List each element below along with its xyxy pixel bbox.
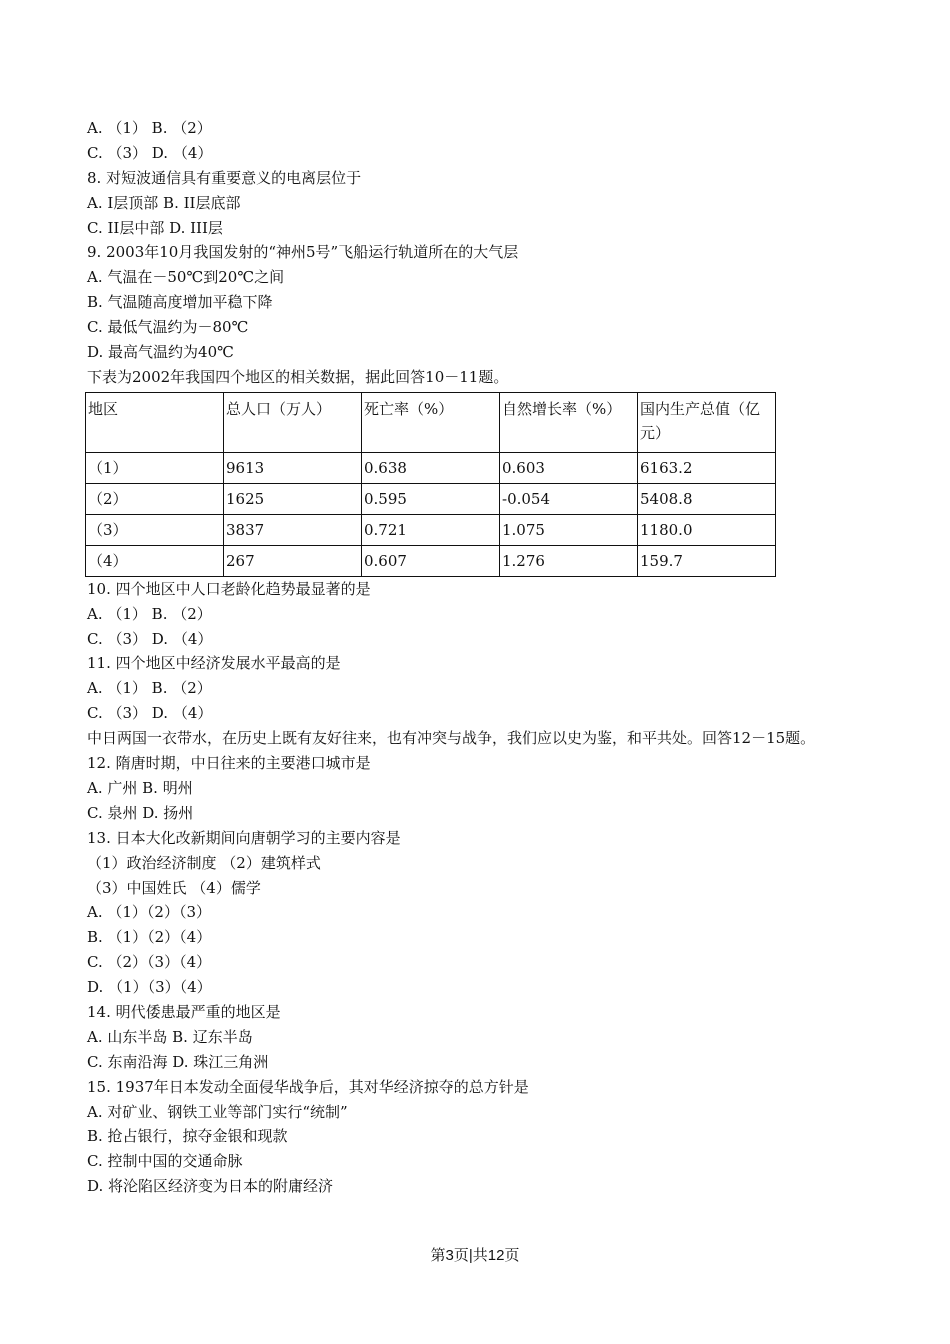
option-line: A. （1） B. （2）	[87, 679, 212, 698]
table-cell: 1.075	[500, 514, 638, 545]
table-cell: 0.721	[362, 514, 500, 545]
table-row	[86, 483, 776, 514]
option-line: C. （2）（3）（4）	[87, 953, 212, 972]
question-8: 8. 对短波通信具有重要意义的电离层位于	[87, 168, 362, 187]
question-15: 15. 1937年日本发动全面侵华战争后，其对华经济掠夺的总方针是	[87, 1077, 529, 1096]
table-row	[86, 514, 776, 545]
question-9: 9. 2003年10月我国发射的“神州5号”飞船运行轨道所在的大气层	[87, 243, 519, 262]
option-line: C. 控制中国的交通命脉	[87, 1152, 243, 1171]
page-footer: 第3页|共12页	[430, 1247, 520, 1264]
table-row	[86, 545, 776, 576]
table-cell: 5408.8	[638, 483, 776, 514]
option-line: C. （3） D. （4）	[87, 143, 213, 162]
option-line: A. I层顶部 B. II层底部	[87, 193, 241, 212]
table-header-cell: 死亡率（%）	[362, 392, 500, 452]
table-cell: 0.603	[500, 452, 638, 483]
table-header-cell: 地区	[86, 392, 224, 452]
table-intro: 下表为2002年我国四个地区的相关数据，据此回答10－11题。	[87, 367, 509, 386]
table-header-cell: 国内生产总值（亿元）	[638, 392, 776, 452]
option-line: B. 抢占银行，掠夺金银和现款	[87, 1127, 288, 1146]
table-cell: 6163.2	[638, 452, 776, 483]
table-cell: （4）	[86, 545, 224, 576]
option-line: A. 对矿业、钢铁工业等部门实行“统制”	[87, 1102, 348, 1121]
table-cell: 0.595	[362, 483, 500, 514]
table-row	[86, 452, 776, 483]
option-line: C. 东南沿海 D. 珠江三角洲	[87, 1052, 269, 1071]
table-cell: 3837	[224, 514, 362, 545]
region-data-table	[85, 392, 776, 577]
option-line: B. 气温随高度增加平稳下降	[87, 293, 273, 312]
table-cell: 1.276	[500, 545, 638, 576]
table-header-cell: 总人口（万人）	[224, 392, 362, 452]
option-line: A. 广州 B. 明州	[87, 778, 193, 797]
option-line: A. 山东半岛 B. 辽东半岛	[87, 1027, 253, 1046]
item-line: （1）政治经济制度 （2）建筑样式	[87, 853, 321, 872]
option-line: D. （1）（3）（4）	[87, 978, 212, 997]
table-cell: 9613	[224, 452, 362, 483]
table-cell: （1）	[86, 452, 224, 483]
option-line: D. 将沦陷区经济变为日本的附庸经济	[87, 1177, 334, 1196]
question-14: 14. 明代倭患最严重的地区是	[87, 1002, 281, 1021]
option-line: B. （1）（2）（4）	[87, 928, 212, 947]
option-line: A. （1） B. （2）	[87, 604, 212, 623]
option-line: C. （3） D. （4）	[87, 629, 213, 648]
table-cell: （2）	[86, 483, 224, 514]
question-10: 10. 四个地区中人口老龄化趋势最显著的是	[87, 579, 371, 598]
option-line: C. （3） D. （4）	[87, 704, 213, 723]
table-cell: -0.054	[500, 483, 638, 514]
item-line: （3）中国姓氏 （4）儒学	[87, 878, 261, 897]
page-content	[87, 116, 877, 1199]
table-header-row	[86, 392, 776, 452]
table-cell: 1180.0	[638, 514, 776, 545]
option-line: D. 最高气温约为40℃	[87, 343, 234, 362]
table-cell: 0.638	[362, 452, 500, 483]
question-12: 12. 隋唐时期，中日往来的主要港口城市是	[87, 754, 371, 773]
table-cell: 159.7	[638, 545, 776, 576]
option-line: A. （1）（2）（3）	[87, 903, 211, 922]
question-11: 11. 四个地区中经济发展水平最高的是	[87, 654, 341, 673]
intro-paragraph: 中日两国一衣带水，在历史上既有友好往来，也有冲突与战争，我们应以史为鉴，和平共处。回答12－15题。	[87, 729, 816, 748]
table-header-cell: 自然增长率（%）	[500, 392, 638, 452]
option-line: A. 气温在－50℃到20℃之间	[87, 268, 285, 287]
option-line: A. （1） B. （2）	[87, 119, 212, 137]
option-line: C. 泉州 D. 扬州	[87, 803, 194, 822]
question-13: 13. 日本大化改新期间向唐朝学习的主要内容是	[87, 828, 401, 847]
table-cell: 267	[224, 545, 362, 576]
option-line: C. 最低气温约为－80℃	[87, 318, 249, 337]
table-cell: 1625	[224, 483, 362, 514]
option-line: C. II层中部 D. III层	[87, 218, 223, 237]
table-cell: （3）	[86, 514, 224, 545]
table-cell: 0.607	[362, 545, 500, 576]
